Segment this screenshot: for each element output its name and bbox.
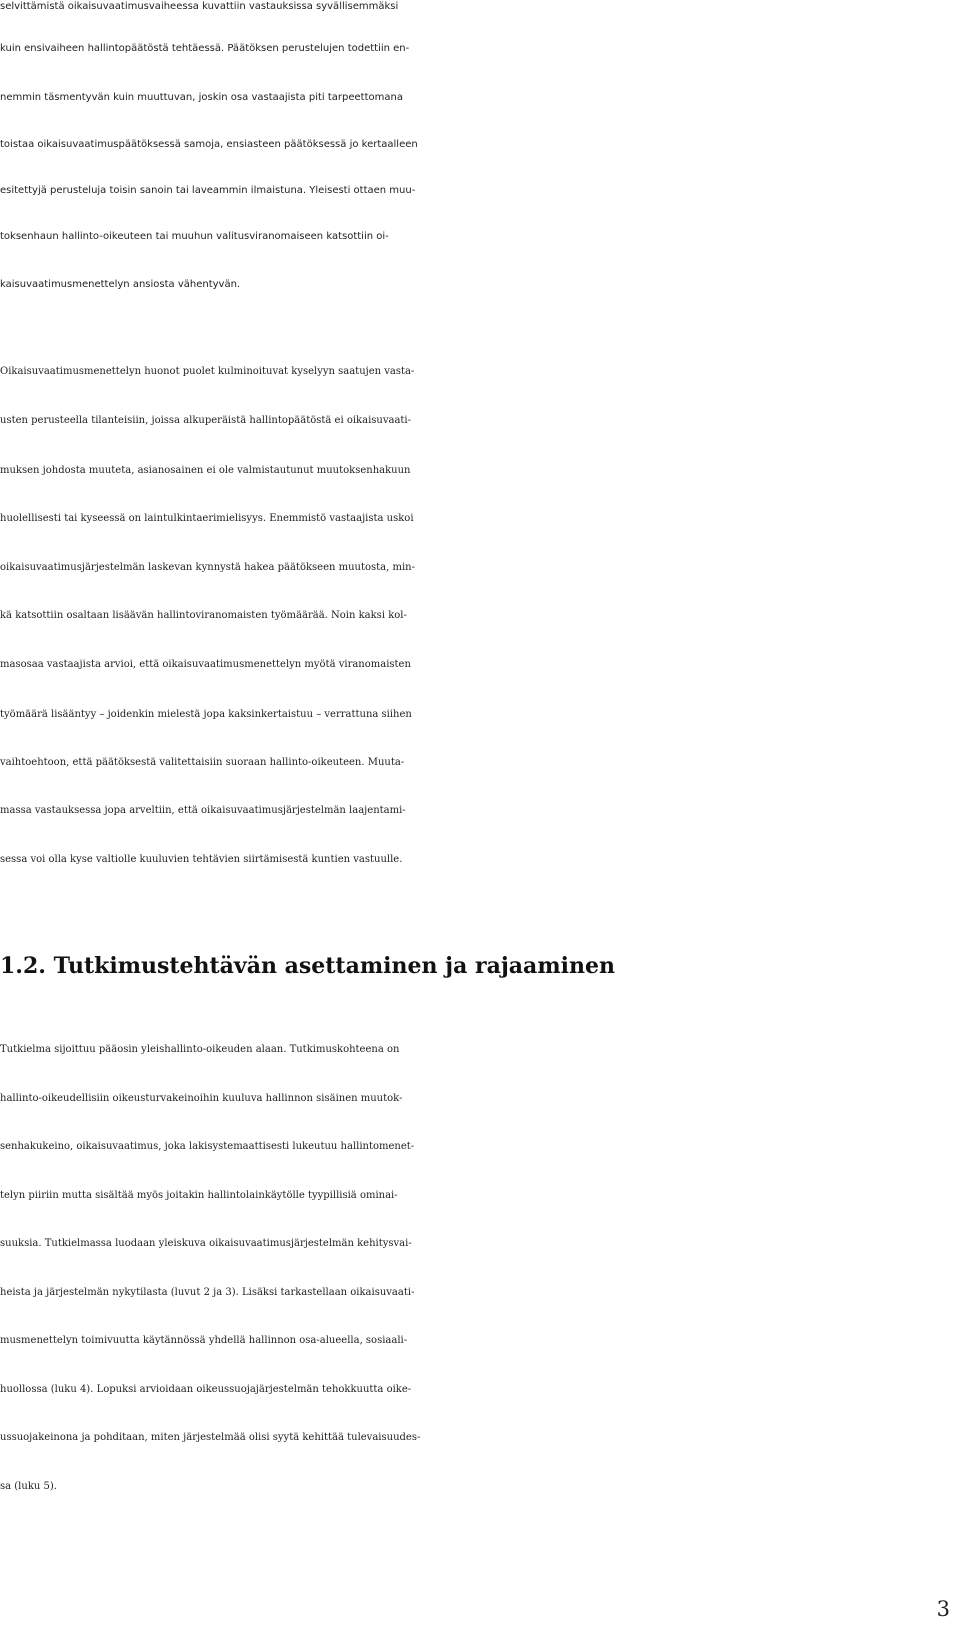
paragraph-line: telyn piiriin mutta sisältää myös joitakin hallintolainkäytölle tyypillisiä ominai-: [0, 1190, 398, 1201]
paragraph-line: sessa voi olla kyse valtiolle kuuluvien tehtävien siirtämisestä kuntien vastuulle.: [0, 854, 403, 865]
paragraph-line: esitettyjä perusteluja toisin sanoin tai laveammin ilmaistuna. Yleisesti ottaen muu-: [0, 185, 416, 196]
paragraph-line: Tutkielma sijoittuu pääosin yleishallinto-oikeuden alaan. Tutkimuskohteena on: [0, 1044, 400, 1055]
section-heading: 1.2. Tutkimustehtävän asettaminen ja rajaaminen: [0, 953, 615, 979]
paragraph-line: selvittämistä oikaisuvaatimusvaiheessa kuvattiin vastauksissa syvällisemmäksi: [0, 1, 399, 12]
paragraph-line: kuin ensivaiheen hallintopäätöstä tehtäessä. Päätöksen perustelujen todettiin en-: [0, 43, 410, 54]
paragraph-line: heista ja järjestelmän nykytilasta (luvut 2 ja 3). Lisäksi tarkastellaan oikaisuvaati-: [0, 1287, 415, 1298]
paragraph-line: Oikaisuvaatimusmenettelyn huonot puolet kulminoituvat kyselyyn saatujen vasta-: [0, 366, 415, 377]
paragraph-line: toksenhaun hallinto-oikeuteen tai muuhun valitusviranomaiseen katsottiin oi-: [0, 231, 389, 242]
paragraph-line: massa vastauksessa jopa arveltiin, että oikaisuvaatimusjärjestelmän laajentami-: [0, 805, 406, 816]
paragraph-line: sa (luku 5).: [0, 1481, 57, 1492]
paragraph-line: vaihtoehtoon, että päätöksestä valitettaisiin suoraan hallinto-oikeuteen. Muuta-: [0, 757, 405, 768]
paragraph-line: suuksia. Tutkielmassa luodaan yleiskuva oikaisuvaatimusjärjestelmän kehitysvai-: [0, 1238, 412, 1249]
paragraph-line: kaisuvaatimusmenettelyn ansiosta vähentyvän.: [0, 279, 241, 290]
paragraph-line: oikaisuvaatimusjärjestelmän laskevan kynnystä hakea päätökseen muutosta, min-: [0, 562, 415, 573]
paragraph-line: muksen johdosta muuteta, asianosainen ei ole valmistautunut muutoksenhakuun: [0, 465, 411, 476]
paragraph-line: kä katsottiin osaltaan lisäävän hallintoviranomaisten työmäärää. Noin kaksi kol-: [0, 610, 407, 621]
paragraph-line: huolellisesti tai kyseessä on laintulkintaerimielisyys. Enemmistö vastaajista uskoi: [0, 513, 414, 524]
paragraph-line: työmäärä lisääntyy – joidenkin mielestä jopa kaksinkertaistuu – verrattuna siihen: [0, 709, 412, 720]
paragraph-line: hallinto-oikeudellisiin oikeusturvakeinoihin kuuluva hallinnon sisäinen muutok-: [0, 1093, 403, 1104]
paragraph-line: musmenettelyn toimivuutta käytännössä yhdellä hallinnon osa-alueella, sosiaali-: [0, 1335, 408, 1346]
paragraph-line: ussuojakeinona ja pohditaan, miten järjestelmää olisi syytä kehittää tulevaisuudes-: [0, 1432, 421, 1443]
paragraph-line: huollossa (luku 4). Lopuksi arvioidaan oikeussuojajärjestelmän tehokkuutta oike-: [0, 1384, 412, 1395]
paragraph-line: masosaa vastaajista arvioi, että oikaisuvaatimusmenettelyn myötä viranomaisten: [0, 659, 411, 670]
paragraph-line: toistaa oikaisuvaatimuspäätöksessä samoja, ensiasteen päätöksessä jo kertaalleen: [0, 139, 418, 150]
paragraph-line: usten perusteella tilanteisiin, joissa alkuperäistä hallintopäätöstä ei oikaisuvaati-: [0, 415, 412, 426]
paragraph-line: senhakukeino, oikaisuvaatimus, joka lakisystemaattisesti lukeutuu hallintomenet-: [0, 1141, 415, 1152]
paragraph-line: nemmin täsmentyvän kuin muuttuvan, joskin osa vastaajista piti tarpeettomana: [0, 92, 403, 103]
page-number: 3: [936, 1597, 950, 1621]
